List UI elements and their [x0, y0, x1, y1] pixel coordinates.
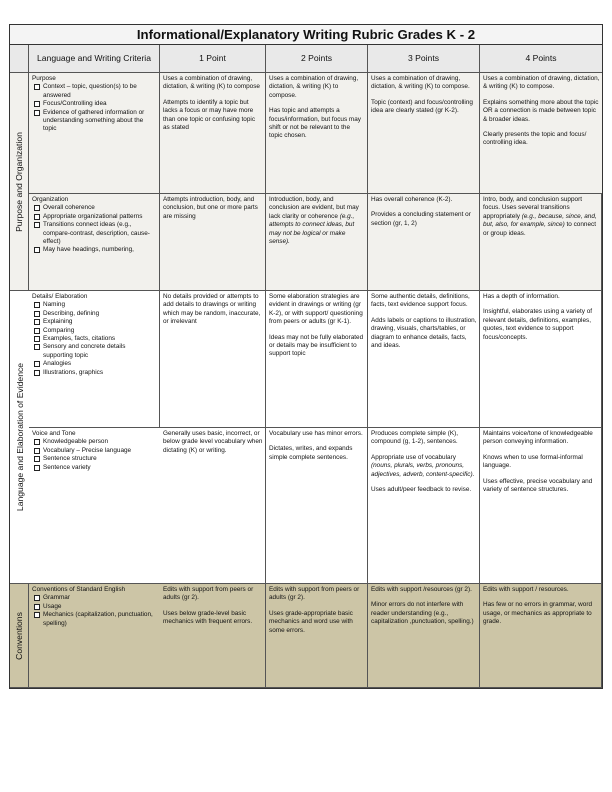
- voice-4-points: Maintains voice/tone of knowledgeable person conveying information. Knows when to use formal-informal language. Uses effective, precise vocabulary and variety of sentence structures.: [480, 428, 602, 584]
- criteria-item: Sensory and concrete details supporting topic: [32, 343, 157, 360]
- voice-1-point: Generally uses basic, incorrect, or below grade level vocabulary when dictating (K) or writing.: [160, 428, 266, 584]
- details-2-points: Some elaboration strategies are evident in drawings or writing (gr K-2), or with support/ questioning from peers or adults (gr K-1). Ideas may not be fully elaborated or details may be insufficient to support topic: [266, 291, 368, 428]
- criteria-item: Transitions connect ideas (e.g., compare-contrast, description, cause-effect): [32, 221, 157, 246]
- conventions-4-points: Edits with support / resources. Has few or no errors in grammar, word usage, or mechanics as appropriate to grade.: [480, 584, 602, 688]
- details-3-points: Some authentic details, definitions, facts, text evidence support focus. Adds labels or captions to illustration, drawing, visuals, charts/tables, or diagram to enhance details, facts, and ideas.: [368, 291, 480, 428]
- criteria-voice-tone: Voice and Tone Knowledgeable person Vocabulary – Precise language Sentence structure Sentence variety: [29, 428, 160, 584]
- criteria-item: Sentence structure: [32, 455, 158, 463]
- criteria-item: Examples, facts, citations: [32, 335, 157, 343]
- criteria-item: Mechanics (capitalization, punctuation, spelling): [32, 611, 158, 628]
- criteria-item: Evidence of gathered information or understanding something about the topic: [32, 109, 157, 134]
- details-4-points: Has a depth of information. Insightful, elaborates using a variety of relevant details, definitions, examples, quotes, text evidence to support focus/concepts.: [480, 291, 602, 428]
- header-1-point: 1 Point: [160, 45, 266, 73]
- criteria-item: Knowledgeable person: [32, 438, 158, 446]
- purpose-2-points: Uses a combination of drawing, dictation, & writing (K) to compose. Has topic and attempts a focus/information, but focus may shift or not be relevant to the topic chosen.: [266, 73, 368, 194]
- rubric-table: [9, 24, 603, 689]
- purpose-1-point: Uses a combination of drawing, dictation, & writing (K) to compose Attempts to identify a topic but lacks a focus or may have more than one topic or confusing topic as stated: [160, 73, 266, 194]
- criteria-item: Naming: [32, 301, 157, 309]
- criteria-item: Context – topic, question(s) to be answered: [32, 83, 157, 100]
- criteria-details-elaboration: Details/ Elaboration Naming Describing, defining Explaining Comparing Examples, facts, citations Sensory and concrete details supporting topic Analogies Illustrations, graphics: [29, 291, 160, 428]
- details-1-point: No details provided or attempts to add details to drawings or writing which may be random, inaccurate, or irrelevant: [160, 291, 266, 428]
- conventions-2-points: Edits with support from peers or adults (gr 2). Uses grade-appropriate basic mechanics and word use with some errors.: [266, 584, 368, 688]
- criteria-item: Grammar: [32, 594, 158, 602]
- organization-1-point: Attempts introduction, body, and conclusion, but one or more parts are missing: [160, 194, 266, 291]
- voice-2-points: Vocabulary use has minor errors. Dictates, writes, and expands simple complete sentences.: [266, 428, 368, 584]
- corner-cell: [10, 45, 29, 73]
- header-2-points: 2 Points: [266, 45, 368, 73]
- criteria-item: Analogies: [32, 360, 157, 368]
- criteria-item: Appropriate organizational patterns: [32, 213, 157, 221]
- header-3-points: 3 Points: [368, 45, 480, 73]
- conventions-3-points: Edits with support /resources (gr 2). Minor errors do not interfere with reader understanding (e.g., capitalization ,punctuation, spelling.): [368, 584, 480, 688]
- criteria-item: Illustrations, graphics: [32, 369, 157, 377]
- organization-4-points: Intro, body, and conclusion support focus. Uses several transitions appropriately (e.g., because, since, and, but, also, for example, since) to connect or group ideas.: [480, 194, 602, 291]
- conventions-1-point: Edits with support from peers or adults (gr 2). Uses below grade-level basic mechanics with frequent errors.: [160, 584, 266, 688]
- header-criteria: Language and Writing Criteria: [29, 45, 160, 73]
- criteria-item: Vocabulary – Precise language: [32, 447, 158, 455]
- rubric-title: Informational/Explanatory Writing Rubric Grades K - 2: [10, 25, 602, 45]
- criteria-item: Sentence variety: [32, 464, 158, 472]
- criteria-item: Describing, defining: [32, 310, 157, 318]
- organization-2-points: Introduction, body, and conclusion are evident, but may lack clarity or coherence (e.g., attempts to connect ideas, but may not be logical or make sense).: [266, 194, 368, 291]
- voice-3-points: Produces complete simple (K), compound (g, 1-2), sentences. Appropriate use of vocabulary (nouns, plurals, verbs, pronouns, adjectives, adverb, content-specific). Uses adult/peer feedback to revise.: [368, 428, 480, 584]
- section-label-purpose: Purpose and Organization: [10, 73, 29, 291]
- criteria-item: Usage: [32, 603, 158, 611]
- purpose-4-points: Uses a combination of drawing, dictation, & writing (K) to compose. Explains something more about the topic OR a connection is made between topic & broader ideas. Clearly presents the topic and focus/ controlling idea.: [480, 73, 602, 194]
- criteria-item: Explaining: [32, 318, 157, 326]
- criteria-organization: Organization Overall coherence Appropriate organizational patterns Transitions connect ideas (e.g., compare-contrast, description, cause-effect) May have headings, numbering,: [29, 194, 160, 291]
- criteria-item: Overall coherence: [32, 204, 157, 212]
- criteria-item: Comparing: [32, 327, 157, 335]
- criteria-purpose: Purpose Context – topic, question(s) to be answered Focus/Controlling idea Evidence of gathered information or understanding something about the topic: [29, 73, 160, 194]
- header-4-points: 4 Points: [480, 45, 602, 73]
- criteria-conventions: Conventions of Standard English Grammar Usage Mechanics (capitalization, punctuation, spelling): [29, 584, 160, 688]
- rubric-grid: [10, 45, 602, 688]
- section-label-conventions: Conventions: [10, 584, 29, 688]
- criteria-item: Focus/Controlling idea: [32, 100, 157, 108]
- purpose-3-points: Uses a combination of drawing, dictation, & writing (K) to compose. Topic (context) and focus/controlling idea are clearly stated (gr K-2).: [368, 73, 480, 194]
- section-label-language: Language and Elaboration of Evidence: [10, 291, 29, 584]
- organization-3-points: Has overall coherence (K-2). Provides a concluding statement or section (gr, 1, 2): [368, 194, 480, 291]
- criteria-item: May have headings, numbering,: [32, 246, 157, 254]
